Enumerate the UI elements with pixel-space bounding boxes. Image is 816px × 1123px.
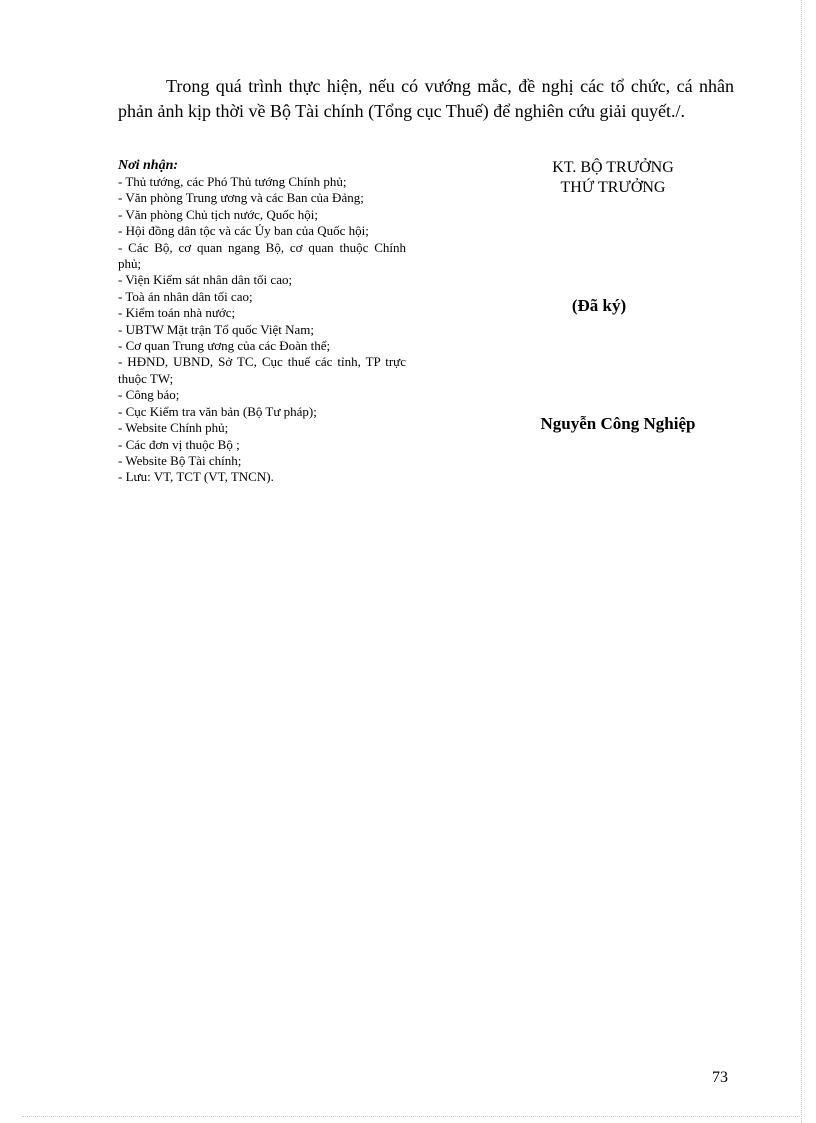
recipient-item: - Công báo; (118, 387, 180, 403)
recipient-item: - UBTW Mặt trận Tổ quốc Việt Nam; (118, 321, 314, 337)
recipient-item: - Viện Kiểm sát nhân dân tối cao; (118, 272, 293, 288)
recipient-item: - Hội đồng dân tộc và các Ủy ban của Quốc hội; (118, 223, 369, 239)
recipient-item: - Website Bộ Tài chính; (118, 452, 242, 468)
recipient-item: - Cơ quan Trung ương của các Đoàn thể; (118, 338, 331, 354)
recipients-list (118, 174, 406, 486)
recipient-item: - Văn phòng Chủ tịch nước, Quốc hội; (118, 206, 318, 222)
page-number: 73 (712, 1069, 728, 1086)
recipient-item: - Các Bộ, cơ quan ngang Bộ, cơ quan thuộc Chính phủ; (118, 239, 406, 272)
page-bottom-border (22, 1116, 802, 1117)
recipient-item: - Kiểm toán nhà nước; (118, 305, 236, 321)
page-right-border (801, 0, 802, 1123)
recipient-item: - Lưu: VT, TCT (VT, TNCN). (118, 469, 274, 485)
recipient-item: - Website Chính phủ; (118, 420, 229, 436)
recipients-block (118, 158, 406, 486)
signed-note: (Đã ký) (571, 296, 627, 315)
recipient-item: - Các đơn vị thuộc Bộ ; (118, 436, 240, 452)
recipients-title: Nơi nhận: (118, 158, 179, 173)
signature-title-block (498, 158, 728, 198)
signature-title-line-2: THỨ TRƯỞNG (560, 179, 666, 196)
recipient-item: - Văn phòng Trung ương và các Ban của Đảng; (118, 190, 364, 206)
recipient-item: - Cục Kiểm tra văn bản (Bộ Tư pháp); (118, 403, 317, 419)
recipient-item: - HĐND, UBND, Sở TC, Cục thuế các tỉnh, TP trực thuộc TW; (118, 354, 406, 386)
recipient-item: - Toà án nhân dân tối cao; (118, 288, 253, 304)
signer-name: Nguyễn Công Nghiệp (540, 414, 696, 433)
intro-paragraph: Trong quá trình thực hiện, nếu có vướng mắc, đề nghị các tổ chức, cá nhân phản ảnh kịp thời về Bộ Tài chính (Tổng cục Thuế) để nghiên cứu giải quyết./. (118, 76, 734, 121)
signature-title-line-1: KT. BỘ TRƯỞNG (552, 159, 674, 176)
recipient-item: - Thủ tướng, các Phó Thủ tướng Chính phủ; (118, 174, 347, 189)
